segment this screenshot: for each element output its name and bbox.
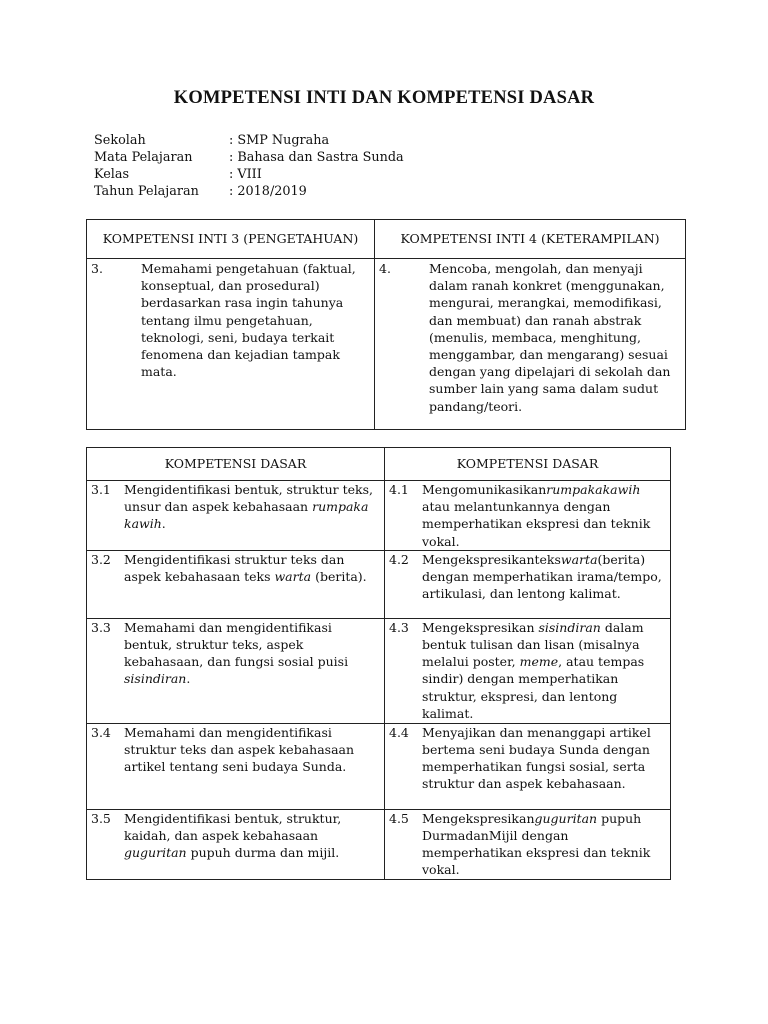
kd-cell-3-3 [87,618,385,723]
text-segment: atau melantunkannya dengan memperhatikan ekspresi dan teknik vokal. [422,499,651,549]
info-row-tahun-pelajaran [94,183,404,200]
italic-term: rumpakakawih [546,482,641,497]
text-segment: . [186,671,191,687]
kd-text [422,481,664,550]
kompetensi-dasar-table [86,447,671,880]
ki3-header: KOMPETENSI INTI 3 (PENGETAHUAN) [87,220,375,259]
kd-text [124,551,378,585]
kd-right-header: KOMPETENSI DASAR [385,448,671,481]
ki4-header: KOMPETENSI INTI 4 (KETERAMPILAN) [375,220,686,259]
kd-number: 4.2 [389,551,409,567]
text-segment: pupuh DurmadanMijil dengan memperhatikan ekspresi dan teknik vokal. [422,810,651,878]
kd-text [422,724,664,793]
kd-left-header: KOMPETENSI DASAR [87,448,385,481]
ki4-number: 4. [379,261,391,276]
text-segment: Memahami dan mengidentifikasi bentuk, struktur teks, aspek kebahasaan, dan fungsi sosial puisi [124,619,349,670]
kd-number: 3.4 [91,724,111,740]
text-segment: . [161,516,166,532]
italic-term: meme [519,654,559,670]
kd-number: 3.2 [91,551,111,567]
kd-cell-4-3 [385,618,671,723]
text-segment: Memahami dan mengidentifikasi struktur teks dan aspek kebahasaan artikel tentang seni budaya Sunda. [124,724,355,775]
kompetensi-inti-table [86,219,686,430]
kd-text [124,810,378,862]
info-label: Sekolah [94,133,146,148]
italic-term: guguritan [124,845,187,861]
kd-number: 4.5 [389,810,409,826]
text-segment: (berita) dengan memperhatikan irama/tempo, artikulasi, dan lentong kalimat. [422,551,662,602]
kd-cell-4-4 [385,723,671,809]
text-segment: pupuh durma dan mijil. [186,845,340,861]
kd-cell-3-5 [87,809,385,879]
text-segment: Mengekspresikanteks [422,551,561,567]
info-label: Tahun Pelajaran [94,184,199,199]
ki3-text: Memahami pengetahuan (faktual, konseptual, dan prosedural) berdasarkan rasa ingin tahunya tentang ilmu pengetahuan, teknologi, seni, budaya terkait fenomena dan kejadian tampak mata. [141,261,356,380]
kd-number: 4.4 [389,724,409,740]
ki3-number: 3. [91,261,103,276]
document-title: KOMPETENSI INTI DAN KOMPETENSI DASAR [173,88,595,108]
school-info [94,132,404,200]
text-segment: Mengomunikasikan [422,482,547,497]
kd-text [124,481,378,533]
ki3-cell [87,259,375,430]
info-row-mata-pelajaran [94,149,404,166]
text-segment: Mengidentifikasi bentuk, struktur, kaidah, dan aspek kebahasaan [124,810,342,844]
info-value: : VIII [229,167,262,182]
italic-term: rumpaka kawih [124,499,369,532]
italic-term: warta [274,569,312,585]
text-segment: Mengekspresikan [422,810,535,826]
italic-term: sisindiran [124,671,187,687]
text-segment: Mengidentifikasi bentuk, struktur teks, unsur dan aspek kebahasaan [124,482,373,515]
kd-cell-3-2 [87,550,385,618]
text-segment: Menyajikan dan menanggapi artikel bertema seni budaya Sunda dengan memperhatikan fungsi sosial, serta struktur dan aspek kebahasaan. [422,724,651,792]
kd-cell-3-4 [87,723,385,809]
kd-cell-3-1 [87,481,385,551]
info-row-sekolah [94,132,404,149]
kd-number: 3.1 [91,482,111,497]
info-value: : SMP Nugraha [229,133,330,148]
text-segment: (berita). [311,569,367,585]
kd-cell-4-2 [385,550,671,618]
italic-term: guguritan [534,810,598,826]
kd-text [422,551,664,603]
italic-term: sisindiran [538,619,601,635]
kd-cell-4-5 [385,809,671,879]
kd-text [124,724,378,776]
kd-text [124,619,378,688]
kd-number: 3.3 [91,619,111,635]
info-label: Mata Pelajaran [94,150,193,165]
ki4-cell [375,259,686,430]
info-value: : 2018/2019 [229,184,307,199]
info-value: : Bahasa dan Sastra Sunda [229,150,404,165]
kd-cell-4-1 [385,481,671,551]
kd-number: 4.1 [389,482,409,497]
info-label: Kelas [94,167,130,182]
kd-number: 4.3 [389,619,409,635]
text-segment: Mengekspresikan [422,619,539,635]
kd-text [422,810,664,879]
text-segment: , atau tempas sindir) dengan memperhatikan struktur, ekspresi, dan lentong kalimat. [422,654,645,721]
text-segment: dalam bentuk tulisan dan lisan (misalnya melalui poster, [422,619,644,670]
ki4-text: Mencoba, mengolah, dan menyaji dalam ranah konkret (menggunakan, mengurai, merangkai, memodifikasi, dan membuat) dan ranah abstrak (menulis, membaca, menghitung, menggambar, dan mengarang) sesuai dengan yang dipelajari di sekolah dan sumber lain yang sama dalam sudut pandang/teori. [429,261,671,414]
info-row-kelas [94,166,404,183]
kd-number: 3.5 [91,810,111,826]
kd-text [422,619,664,722]
text-segment: Mengidentifikasi struktur teks dan aspek kebahasaan teks [124,551,345,585]
italic-term: warta [560,551,598,567]
